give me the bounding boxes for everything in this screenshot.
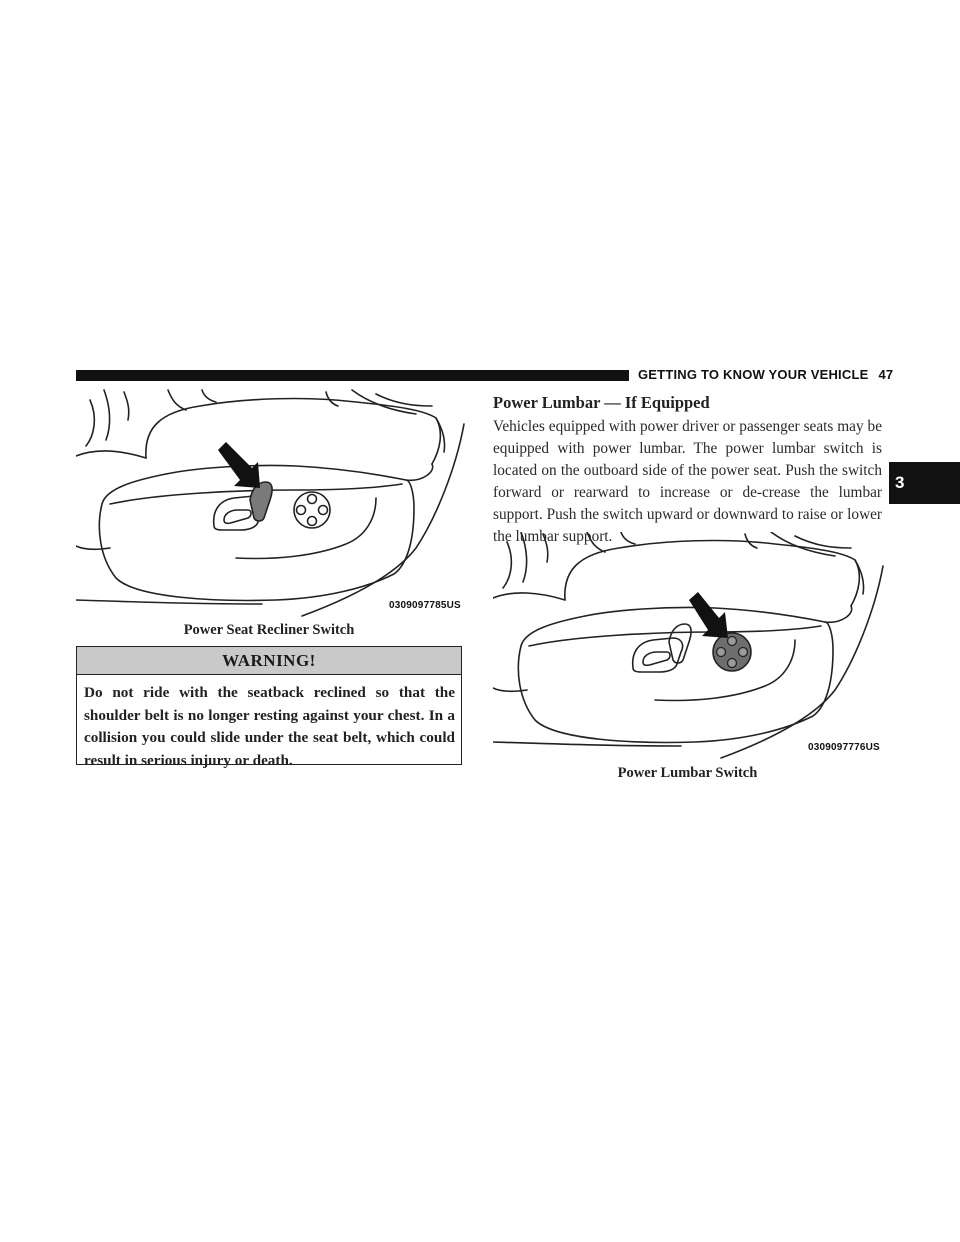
- header-rule: [76, 370, 629, 381]
- figure-code: 0309097785US: [389, 600, 461, 611]
- arrow-icon: [689, 592, 728, 638]
- figure-code: 0309097776US: [808, 742, 880, 753]
- figure-caption: Power Seat Recliner Switch: [183, 622, 355, 638]
- warning-text: Do not ride with the seatback reclined so that the shoulder belt is no longer resting against your chest. In a collision you could slide under the seat belt, which could result in serious injury or death.: [84, 684, 455, 769]
- page-number: 47: [878, 367, 894, 382]
- seat-recliner-illustration: [76, 388, 468, 618]
- header-section-title: GETTING TO KNOW YOUR VEHICLE: [638, 367, 869, 382]
- warning-box: [76, 646, 462, 769]
- seat-lumbar-illustration: [493, 532, 885, 760]
- recliner-switch-figure: [76, 388, 468, 618]
- section-heading: Power Lumbar — If Equipped: [493, 393, 710, 412]
- running-header: [638, 365, 893, 385]
- figure-caption: Power Lumbar Switch: [617, 765, 758, 781]
- chapter-tab: 3: [889, 462, 960, 504]
- warning-title: WARNING!: [77, 647, 461, 675]
- lumbar-switch-figure: [493, 532, 885, 760]
- section-body: Vehicles equipped with power driver or passenger seats may be equipped with power lumbar. The power lumbar switch is located on the outboard side of the power seat. Push the switch forward or rearward to increase or de-crease the lumbar support. Push the switch upward or downward to raise or lower the lumbar support.: [493, 418, 882, 545]
